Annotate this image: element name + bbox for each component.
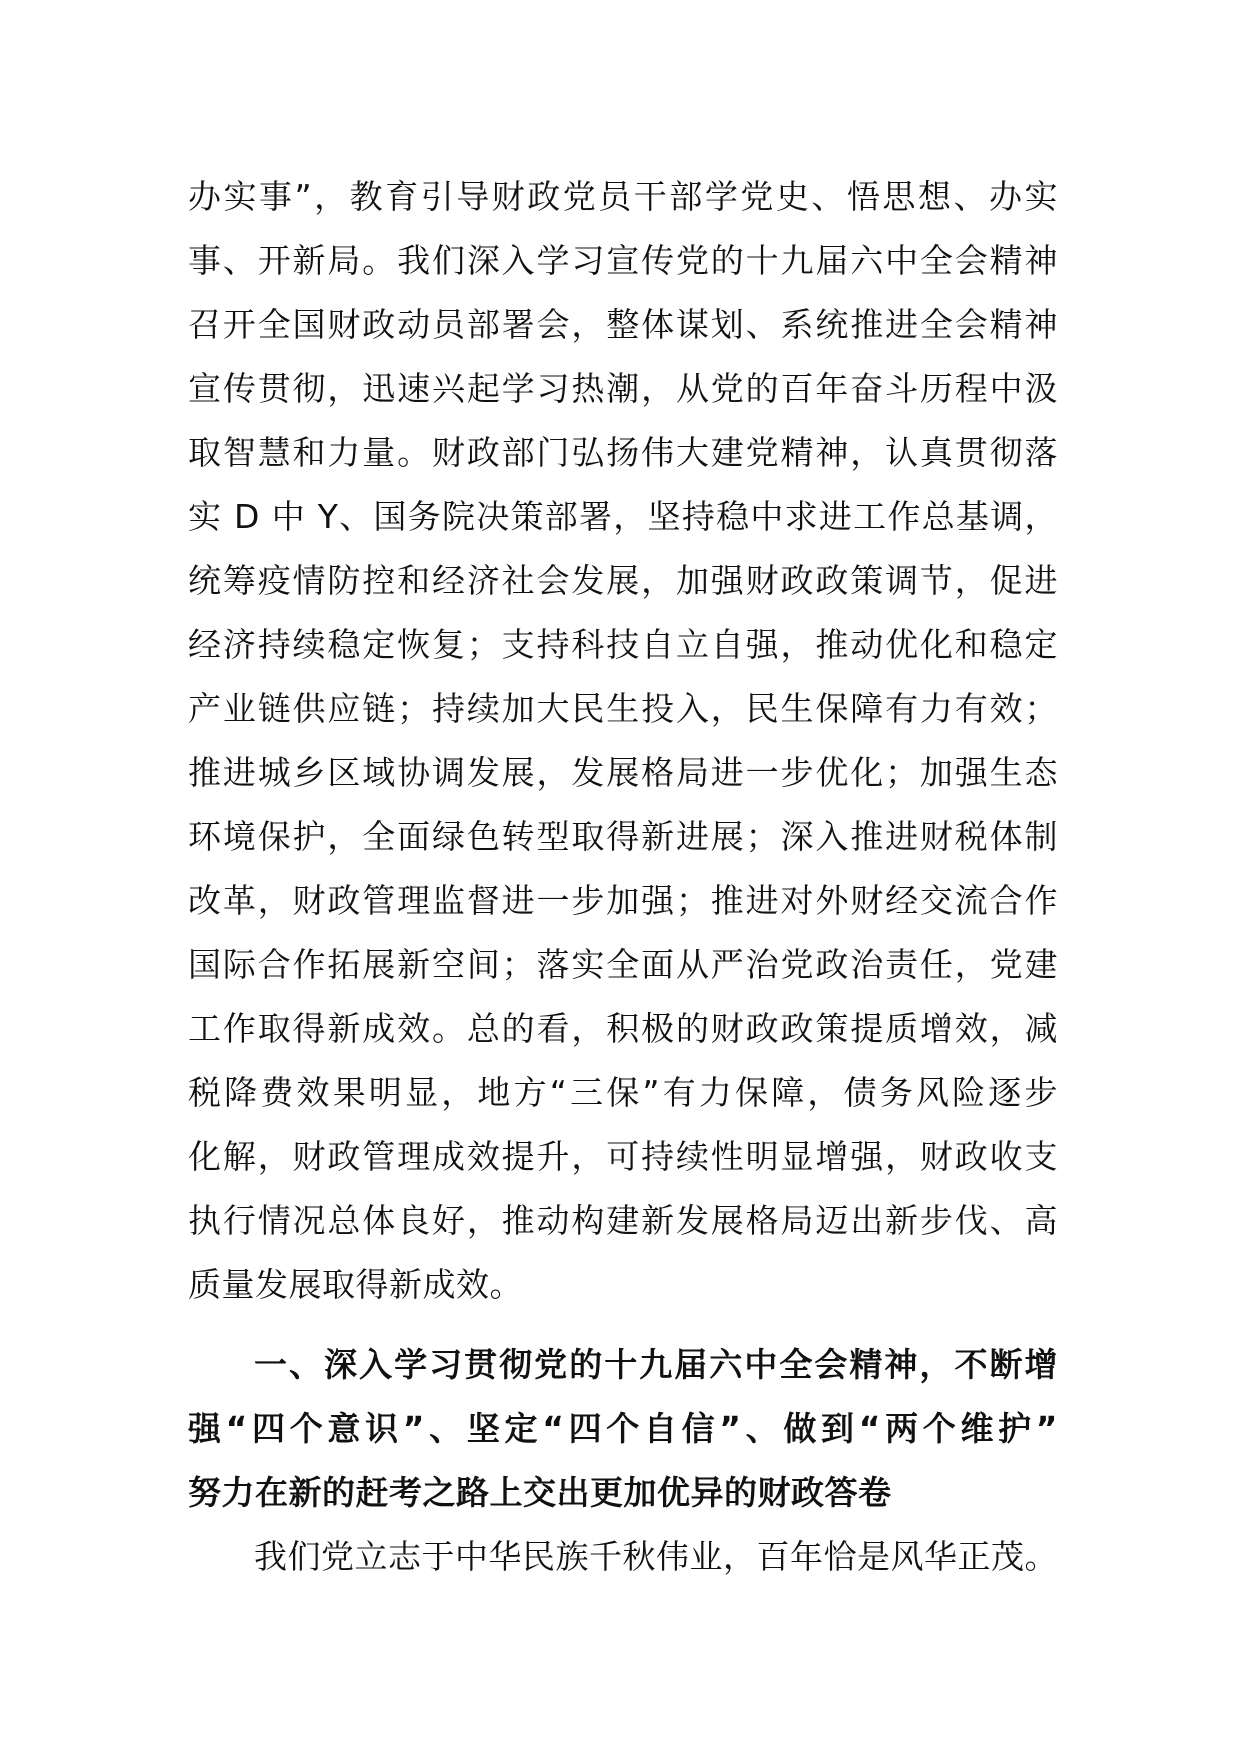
text-line: 我们党立志于中华民族千秋伟业，百年恰是风华正茂。	[254, 1537, 1058, 1576]
text-line: 办实事”，教育引导财政党员干部学党史、悟思想、办实	[188, 177, 1058, 216]
body-paragraph	[188, 165, 1058, 1317]
text-line: 国际合作拓展新空间；落实全面从严治党政治责任，党建	[188, 945, 1058, 984]
text-line: 环境保护，全面绿色转型取得新进展；深入推进财税体制	[188, 817, 1058, 856]
heading-line: 强“四个意识”、坚定“四个自信”、做到“两个维护”	[188, 1409, 1058, 1448]
text-line: 推进城乡区域协调发展，发展格局进一步优化；加强生态	[188, 753, 1058, 792]
text-line: 工作取得新成效。总的看，积极的财政政策提质增效，减	[188, 1009, 1058, 1048]
body-paragraph	[188, 1525, 1058, 1589]
text-line: 取智慧和力量。财政部门弘扬伟大建党精神，认真贯彻落	[188, 433, 1058, 472]
text-line: 经济持续稳定恢复；支持科技自立自强，推动优化和稳定	[188, 625, 1058, 664]
heading-line: 一、深入学习贯彻党的十九届六中全会精神，不断增	[254, 1345, 1058, 1384]
text-line: 改革，财政管理监督进一步加强；推进对外财经交流合作	[188, 881, 1058, 920]
section-heading	[188, 1333, 1058, 1525]
heading-line: 努力在新的赶考之路上交出更加优异的财政答卷	[188, 1473, 892, 1512]
text-line: 实 D 中 Y、国务院决策部署，坚持稳中求进工作总基调，	[188, 497, 1058, 536]
text-line: 税降费效果明显，地方“三保”有力保障，债务风险逐步	[188, 1073, 1058, 1112]
text-line: 质量发展取得新成效。	[188, 1265, 523, 1304]
text-line: 宣传贯彻，迅速兴起学习热潮，从党的百年奋斗历程中汲	[188, 369, 1058, 408]
text-line: 统筹疫情防控和经济社会发展，加强财政政策调节，促进	[188, 561, 1058, 600]
text-line: 事、开新局。我们深入学习宣传党的十九届六中全会精神	[188, 241, 1058, 280]
text-line: 产业链供应链；持续加大民生投入，民生保障有力有效；	[188, 689, 1058, 728]
text-line: 执行情况总体良好，推动构建新发展格局迈出新步伐、高	[188, 1201, 1058, 1240]
text-line: 召开全国财政动员部署会，整体谋划、系统推进全会精神	[188, 305, 1058, 344]
text-line: 化解，财政管理成效提升，可持续性明显增强，财政收支	[188, 1137, 1058, 1176]
